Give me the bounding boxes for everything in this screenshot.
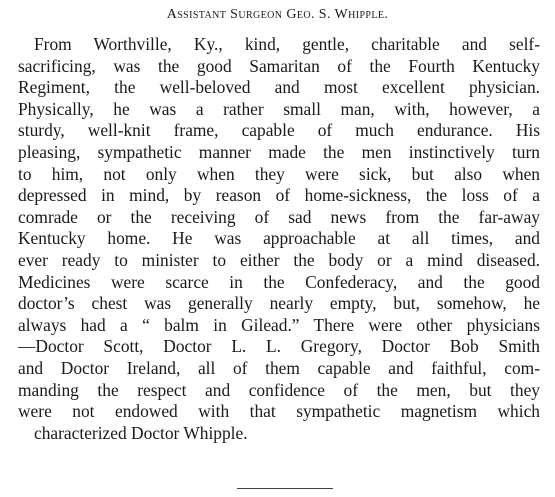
- body-paragraph: [18, 34, 540, 444]
- section-divider: [237, 488, 333, 489]
- text-line: and Doctor Ireland, all of them capable and faithful, com-: [18, 357, 540, 378]
- section-heading: Assistant Surgeon Geo. S. Whipple.: [166, 7, 389, 22]
- text-line: —Doctor Scott, Doctor L. L. Gregory, Doctor Bob Smith: [18, 336, 540, 357]
- text-line: From Worthville, Ky., kind, gentle, charitable and self-: [34, 34, 540, 54]
- text-line: ever ready to minister to either the body or a mind diseased.: [18, 249, 540, 270]
- text-line: manding the respect and confidence of the men, but they: [18, 379, 540, 400]
- text-line: doctor’s chest was generally nearly empty, but, somehow, he: [18, 293, 540, 314]
- text-line: sacrificing, was the good Samaritan of the Fourth Kentucky: [18, 55, 540, 76]
- text-line: depressed in mind, by reason of home-sickness, the loss of a: [18, 185, 540, 206]
- text-line: Physically, he was a rather small man, with, however, a: [18, 98, 540, 119]
- text-line: comrade or the receiving of sad news from the far-away: [18, 206, 540, 227]
- text-line: to him, not only when they were sick, but also when: [18, 163, 540, 184]
- text-line: Regiment, the well-beloved and most excellent physician.: [18, 77, 540, 98]
- text-line: Kentucky home. He was approachable at all times, and: [18, 228, 540, 249]
- text-line: Medicines were scarce in the Confederacy, and the good: [18, 271, 540, 292]
- text-line: were not endowed with that sympathetic magnetism which: [18, 401, 540, 422]
- text-line: characterized Doctor Whipple.: [34, 422, 248, 443]
- text-line: sturdy, well-knit frame, capable of much endurance. His: [18, 120, 540, 141]
- text-line: always had a “ balm in Gilead.” There were other physicians: [18, 314, 540, 335]
- text-line: pleasing, sympathetic manner made the men instinctively turn: [18, 141, 540, 162]
